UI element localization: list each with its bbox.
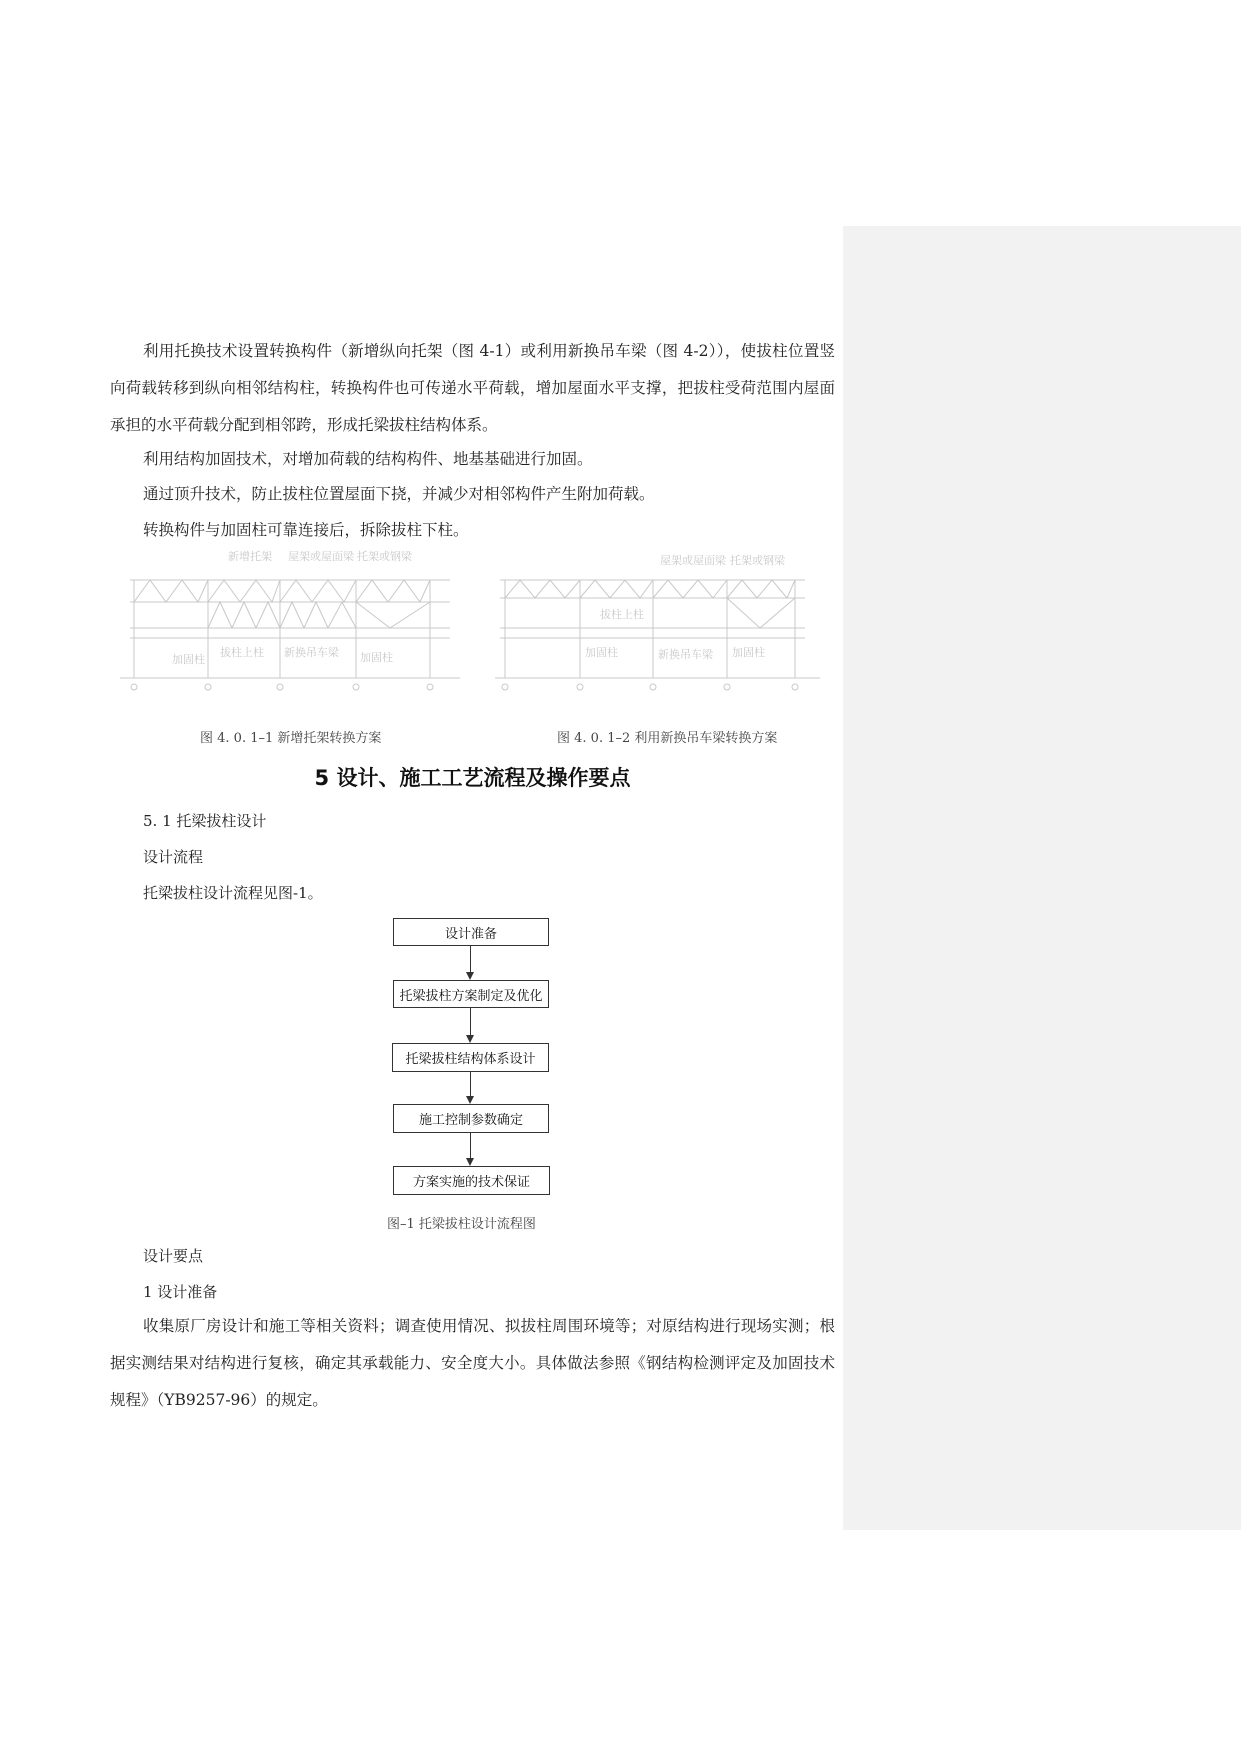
design-flow-intro: 托梁拔柱设计流程见图-1。 bbox=[143, 884, 323, 902]
comment-sidebar bbox=[843, 226, 1241, 1530]
flow-arrow-4 bbox=[470, 1133, 471, 1158]
label-reinforced-column-left: 加固柱 bbox=[172, 653, 205, 666]
design-flow-label: 设计流程 bbox=[143, 848, 204, 866]
figure-new-truss-scheme bbox=[120, 550, 460, 710]
paragraph-reinforce: 利用结构加固技术，对增加荷载的结构构件、地基基础进行加固。 bbox=[143, 450, 593, 468]
flowchart-caption: 图–1 托梁拔柱设计流程图 bbox=[387, 1217, 536, 1232]
flow-arrow-1 bbox=[470, 946, 471, 972]
paragraph-transfer: 利用托换技术设置转换构件（新增纵向托架（图 4-1）或利用新换吊车梁（图 4-2）），使拔柱位置竖向荷载转移到纵向相邻结构柱，转换构件也可传递水平荷载，增加屋面水平支撑，把拔柱受荷范围内屋面承担的水平荷载分配到相邻跨，形成托梁拔柱结构体系。 bbox=[110, 342, 835, 434]
label-new-truss: 新增托架 bbox=[228, 550, 272, 563]
label-removed-upper-column-2: 拔柱上柱 bbox=[600, 608, 644, 621]
flow-arrowhead-2 bbox=[466, 1035, 474, 1043]
flow-arrowhead-4 bbox=[466, 1158, 474, 1166]
label-removed-upper-column: 拔柱上柱 bbox=[220, 646, 264, 659]
flow-step-1: 设计准备 bbox=[393, 918, 549, 946]
label-reinforced-column-right-2: 加固柱 bbox=[732, 646, 765, 659]
paragraph-design-prep: 收集原厂房设计和施工等相关资料；调查使用情况、拟拔柱周围环境等；对原结构进行现场实测；根据实测结果对结构进行复核，确定其承载能力、安全度大小。具体做法参照《钢结构检测评定及加固技术规程》（YB9257-96）的规定。 bbox=[110, 1317, 835, 1409]
figure-crane-beam-scheme bbox=[495, 550, 825, 710]
design-points-heading: 设计要点 bbox=[143, 1247, 204, 1265]
flow-arrow-2 bbox=[470, 1008, 471, 1035]
flow-step-3: 托梁拔柱结构体系设计 bbox=[392, 1043, 549, 1072]
paragraph-jacking: 通过顶升技术，防止拔柱位置屋面下挠，并减少对相邻构件产生附加荷载。 bbox=[143, 485, 655, 503]
label-reinforced-column-right: 加固柱 bbox=[360, 651, 393, 664]
label-support-2: 托架或钢梁 bbox=[730, 554, 785, 567]
figure2-caption: 图 4. 0. 1–2 利用新换吊车梁转换方案 bbox=[557, 731, 778, 746]
flow-arrow-3 bbox=[470, 1072, 471, 1096]
label-roof-truss-2: 屋架或屋面梁 bbox=[660, 554, 726, 567]
label-new-crane-beam-2: 新换吊车梁 bbox=[658, 648, 713, 661]
paragraph-remove: 转换构件与加固柱可靠连接后，拆除拔柱下柱。 bbox=[143, 521, 469, 539]
label-reinforced-column-left-2: 加固柱 bbox=[585, 646, 618, 659]
section-heading: 5 设计、施工工艺流程及操作要点 bbox=[314, 766, 631, 790]
flow-step-2: 托梁拔柱方案制定及优化 bbox=[393, 980, 549, 1008]
label-roof-truss: 屋架或屋面梁 bbox=[288, 550, 354, 563]
label-new-crane-beam: 新换吊车梁 bbox=[284, 646, 339, 659]
figure1-caption: 图 4. 0. 1–1 新增托架转换方案 bbox=[200, 731, 382, 746]
label-support: 托架或钢梁 bbox=[357, 550, 412, 563]
flow-arrowhead-1 bbox=[466, 972, 474, 980]
flow-step-4: 施工控制参数确定 bbox=[393, 1104, 549, 1133]
flow-step-5: 方案实施的技术保证 bbox=[393, 1166, 550, 1195]
flow-arrowhead-3 bbox=[466, 1096, 474, 1104]
subsection-title: 5. 1 托梁拔柱设计 bbox=[143, 812, 267, 830]
design-prep-item: 1 设计准备 bbox=[143, 1283, 218, 1301]
